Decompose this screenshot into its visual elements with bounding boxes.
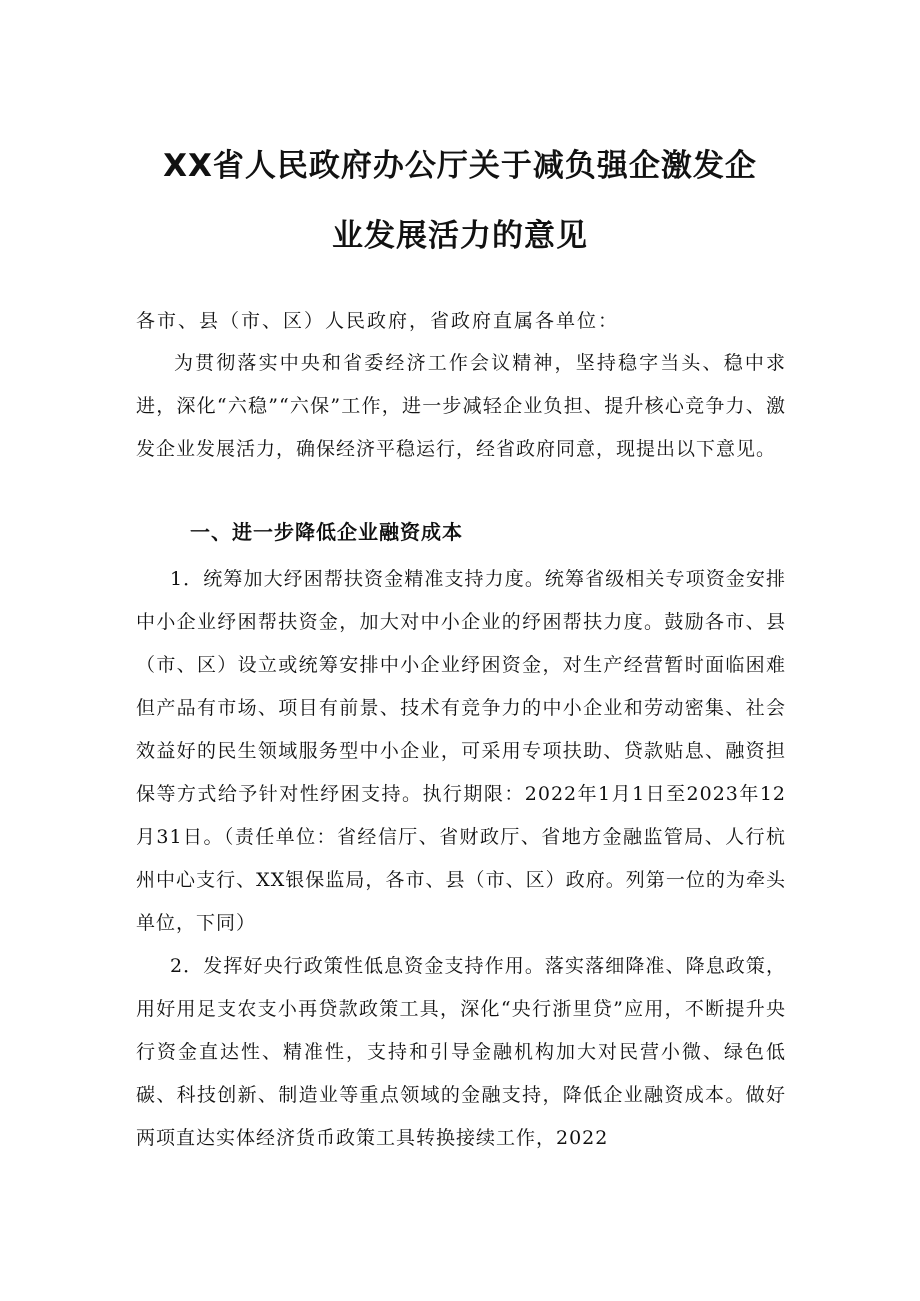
section-1-heading: 一、进一步降低企业融资成本 [190, 520, 463, 544]
item-2-paragraph: 2．发挥好央行政策性低息资金支持作用。落实落细降准、降息政策，用好用足支农支小再贷款政策工具，深化“央行浙里贷”应用，不断提升央行资金直达性、精准性，支持和引导金融机构加大对民营小微、绿色低碳、科技创新、制造业等重点领域的金融支持，降低企业融资成本。做好两项直达实体经济货币政策工具转换接续工作，2022 [136, 955, 786, 1149]
document-title-line-1: XX省人民政府办公厅关于减负强企激发企 [163, 148, 757, 184]
item-1-paragraph: 1．统筹加大纾困帮扶资金精准支持力度。统筹省级相关专项资金安排中小企业纾困帮扶资金，加大对中小企业的纾困帮扶力度。鼓励各市、县（市、区）设立或统筹安排中小企业纾困资金，对生产经营暂时面临困难但产品有市场、项目有前景、技术有竞争力的中小企业和劳动密集、社会效益好的民生领域服务型中小企业，可采用专项扶助、贷款贴息、融资担保等方式给予针对性纾困支持。执行期限：2022年1月1日至2023年12月31日。（责任单位：省经信厅、省财政厅、省地方金融监管局、人行杭州中心支行、XX银保监局，各市、县（市、区）政府。列第一位的为牵头单位，下同） [136, 568, 786, 934]
salutation: 各市、县（市、区）人民政府，省政府直属各单位： [136, 310, 620, 332]
intro-paragraph: 为贯彻落实中央和省委经济工作会议精神，坚持稳字当头、稳中求进，深化“六稳”“六保”工作，进一步减轻企业负担、提升核心竞争力、激发企业发展活力，确保经济平稳运行，经省政府同意，现提出以下意见。 [136, 352, 786, 460]
document-title-line-2: 业发展活力的意见 [332, 218, 588, 254]
